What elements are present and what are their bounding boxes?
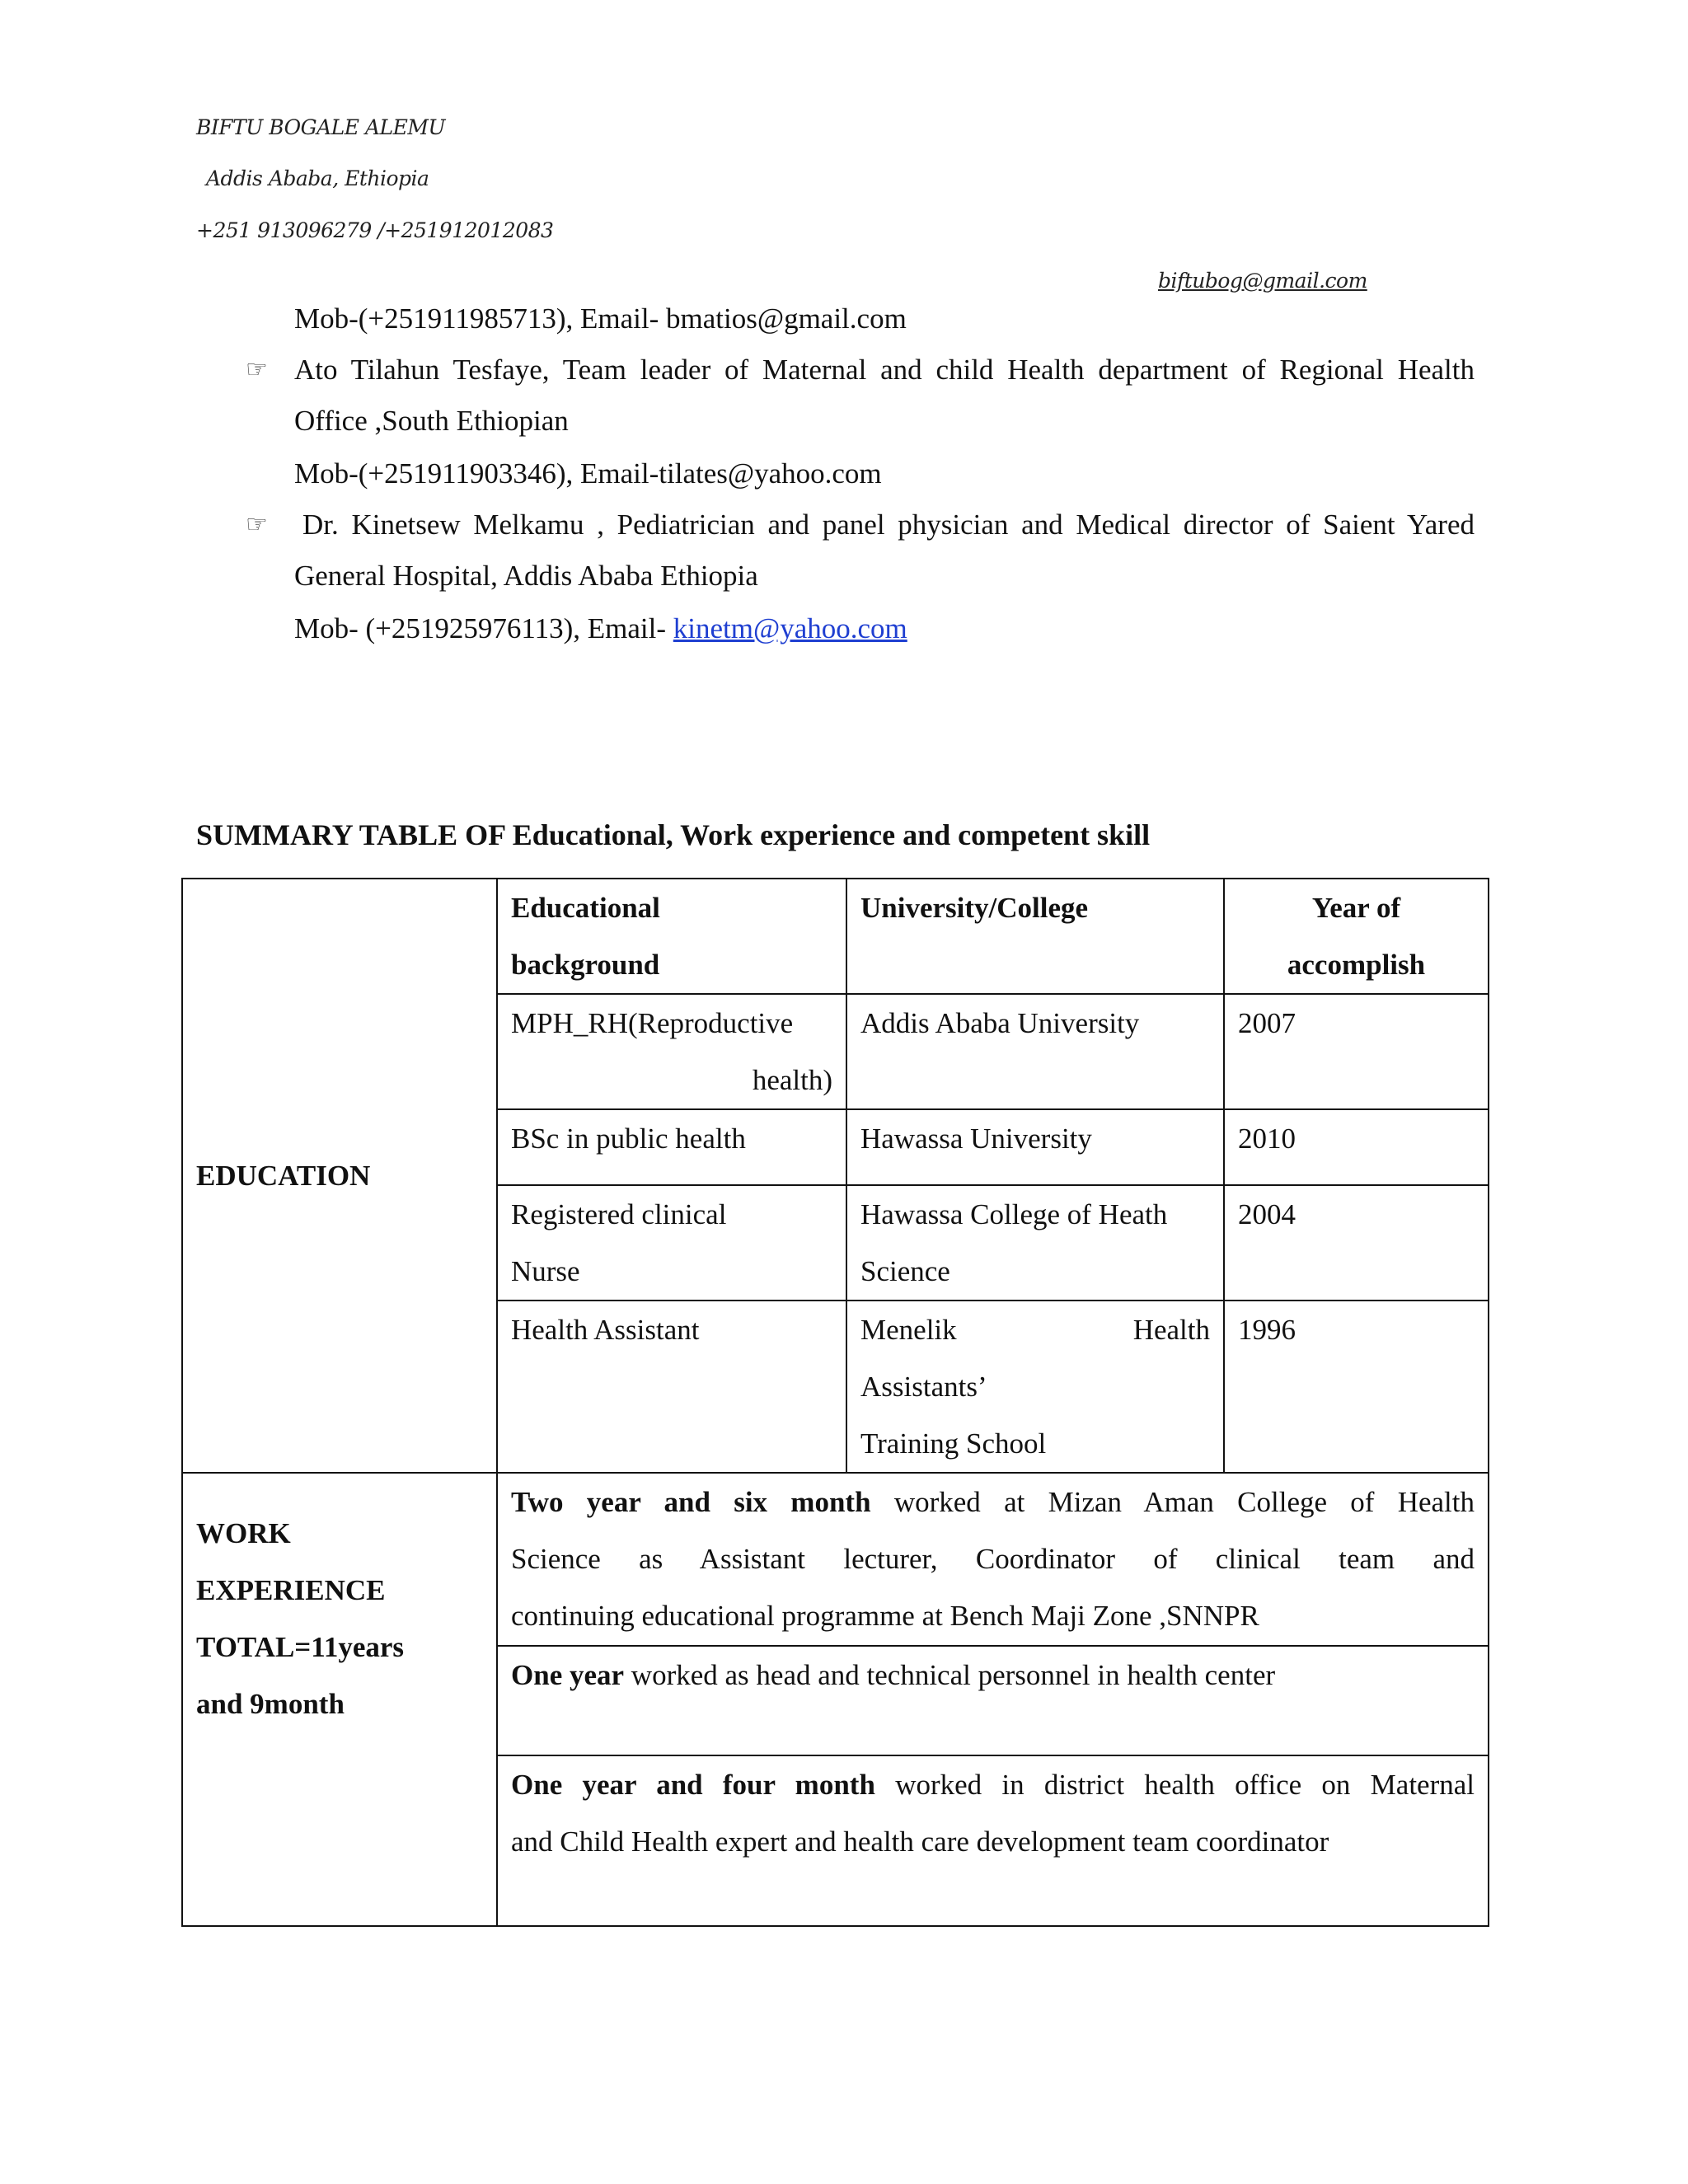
work-entry-lead: Two year and six month — [511, 1486, 871, 1518]
reference-3-contact-prefix: Mob- (+251925976113), Email- — [294, 612, 667, 644]
university-line-1-start: Menelik — [860, 1314, 957, 1346]
reference-3-email-link[interactable]: kinetm@yahoo.com — [673, 612, 907, 644]
work-entry-rest: worked in district health office on Maternal — [874, 1769, 1475, 1801]
work-entry-lead: One year — [511, 1659, 625, 1691]
university-cell: Addis Ababa University — [846, 994, 1224, 1109]
table-row — [182, 1473, 1489, 1646]
degree-cell: BSc in public health — [497, 1109, 846, 1185]
summary-table-title: SUMMARY TABLE OF Educational, Work experience and competent skill — [196, 818, 1151, 851]
work-label-line-3: TOTAL=11years — [196, 1631, 405, 1663]
university-cell — [846, 1301, 1224, 1473]
header-year-line-2: accomplish — [1287, 949, 1426, 981]
work-entry — [497, 1755, 1489, 1926]
reference-1-contact: Mob-(+251911985713), Email- bmatios@gmail.com — [294, 302, 907, 335]
degree-line-1: MPH_RH(Reproductive — [511, 1007, 794, 1039]
university-line-1: Hawassa College of Heath — [860, 1198, 1168, 1230]
header-background-line-1: Educational — [511, 892, 660, 924]
university-line-1-end: Health — [1132, 1314, 1210, 1346]
header-educational-background — [497, 879, 846, 994]
reference-3-line-2: General Hospital, Addis Ababa Ethiopia — [294, 560, 758, 592]
education-section-label — [182, 879, 497, 1473]
degree-cell: Health Assistant — [497, 1301, 846, 1473]
university-cell — [846, 1185, 1224, 1301]
work-label-line-4: and 9month — [196, 1688, 345, 1720]
header-background-line-2: background — [511, 949, 660, 981]
degree-cell — [497, 1185, 846, 1301]
year-cell: 2007 — [1224, 994, 1489, 1109]
year-cell: 2010 — [1224, 1109, 1489, 1185]
work-entry-line-2: Science as Assistant lecturer, Coordinator of clinical team and — [511, 1543, 1475, 1575]
reference-3-contact — [294, 603, 907, 654]
work-entry — [497, 1646, 1489, 1755]
header-year — [1224, 879, 1489, 994]
reference-3-line-1: Dr. Kinetsew Melkamu , Pediatrician and panel physician and Medical director of Saient Yared — [302, 509, 1475, 541]
university-line-3: Training School — [860, 1427, 1047, 1460]
work-entry-line-1 — [511, 1756, 1475, 1813]
candidate-email-link[interactable]: biftubog@gmail.com — [1158, 269, 1367, 293]
header-university-label: University/College — [860, 892, 1089, 924]
work-entry-rest: worked at Mizan Aman College of Health — [870, 1486, 1475, 1518]
year-cell: 2004 — [1224, 1185, 1489, 1301]
work-label-line-2: EXPERIENCE — [196, 1574, 386, 1606]
work-label-line-1: WORK — [196, 1517, 291, 1549]
reference-2-line-1: Ato Tilahun Tesfaye, Team leader of Maternal and child Health department of Regional Health — [294, 354, 1475, 386]
reference-2-contact: Mob-(+251911903346), Email-tilates@yahoo.com — [294, 457, 882, 490]
work-entry-lead: One year and four month — [511, 1769, 875, 1801]
work-entry-line-1 — [511, 1647, 1475, 1704]
degree-line-2: Nurse — [511, 1255, 580, 1287]
candidate-city: Addis Ababa, Ethiopia — [206, 166, 429, 190]
header-university — [846, 879, 1224, 994]
work-experience-label — [182, 1473, 497, 1926]
work-entry-line-1 — [511, 1474, 1475, 1530]
university-line-2: Assistants’ — [860, 1371, 987, 1403]
candidate-phone: +251 913096279 /+251912012083 — [196, 218, 554, 242]
year-cell: 1996 — [1224, 1301, 1489, 1473]
degree-line-1: Registered clinical — [511, 1198, 727, 1230]
degree-cell — [497, 994, 846, 1109]
work-entry-rest: worked as head and technical personnel in health center — [624, 1659, 1276, 1691]
reference-2-line-2: Office ,South Ethiopian — [294, 405, 569, 437]
summary-table — [181, 878, 1489, 1927]
degree-line-2: health) — [752, 1064, 832, 1096]
work-entry — [497, 1473, 1489, 1646]
university-line-1 — [860, 1301, 1210, 1358]
pointing-hand-icon: ☞ — [246, 356, 268, 383]
work-entry-line-2: and Child Health expert and health care development team coordinator — [511, 1825, 1329, 1858]
university-cell: Hawassa University — [846, 1109, 1224, 1185]
education-label: EDUCATION — [196, 1160, 371, 1192]
university-line-2: Science — [860, 1255, 950, 1287]
header-year-line-1: Year of — [1311, 892, 1401, 924]
candidate-name: BIFTU BOGALE ALEMU — [196, 115, 446, 139]
work-entry-line-3: continuing educational programme at Bench Maji Zone ,SNNPR — [511, 1600, 1259, 1632]
pointing-hand-icon: ☞ — [246, 511, 268, 538]
